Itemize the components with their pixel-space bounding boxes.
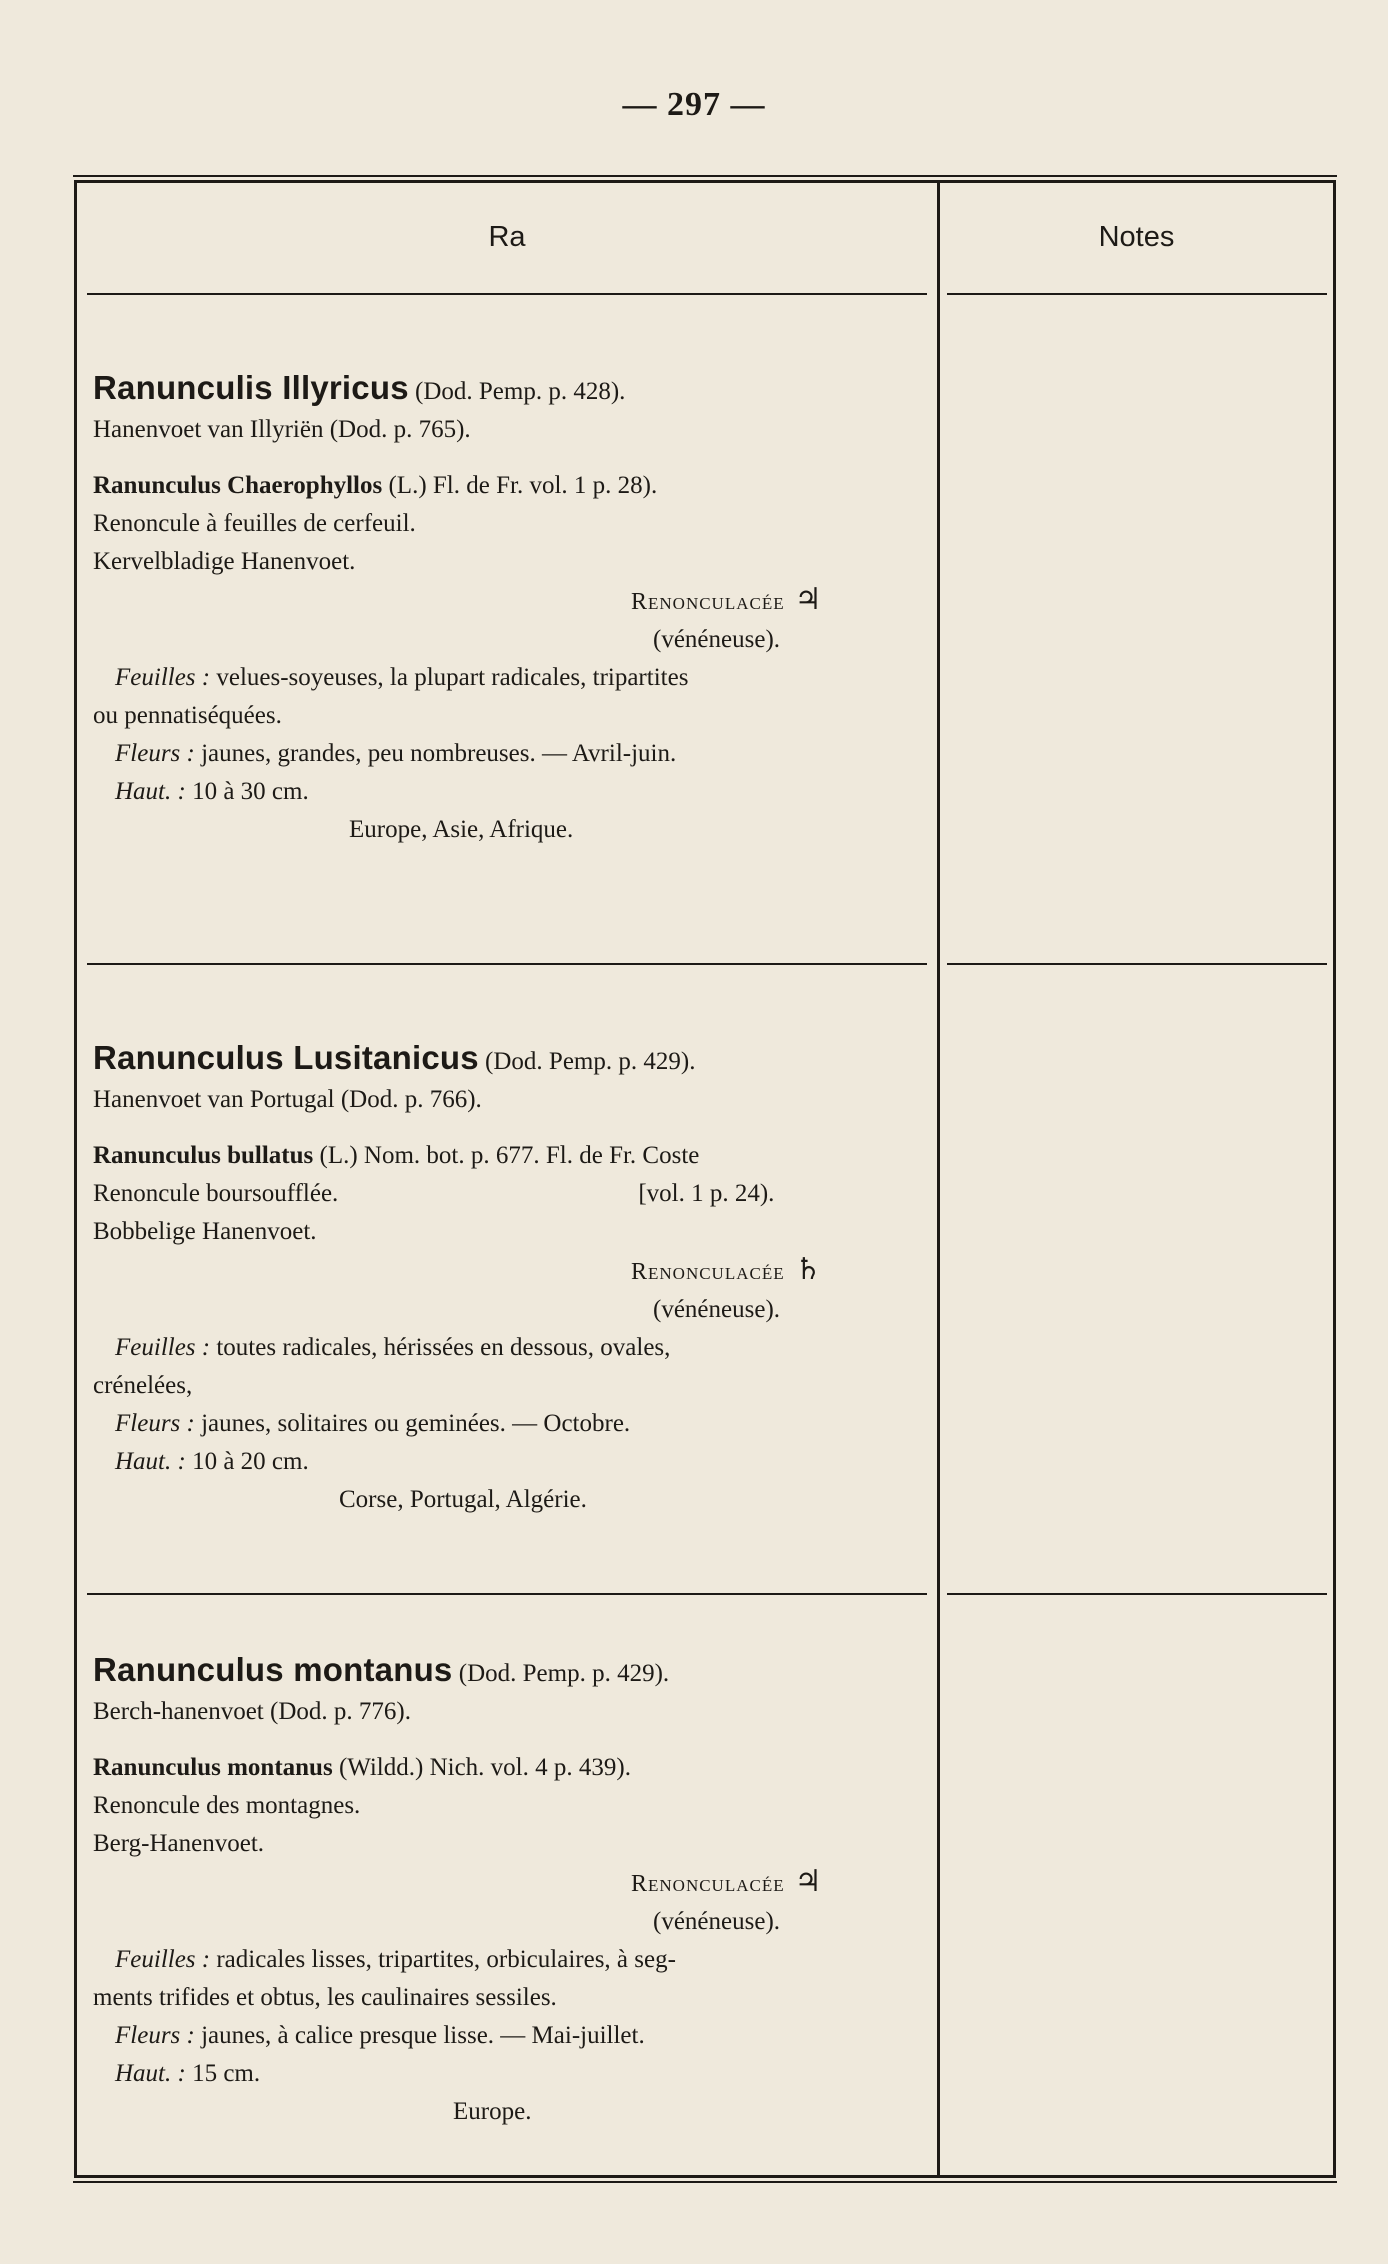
- perennial-symbol-icon: ♃: [794, 583, 823, 616]
- synonym-reference: (L.) Nom. bot. p. 677. Fl. de Fr. Coste: [319, 1142, 700, 1169]
- perennial-symbol-icon: ♃: [794, 1865, 823, 1898]
- plant-entry: [93, 1651, 923, 2131]
- distribution: Europe.: [453, 2098, 532, 2125]
- leaves-text-continued: ments trifides et obtus, les caulinaires sessiles.: [93, 1984, 557, 2011]
- leaves-text-continued: crénelées,: [93, 1372, 193, 1399]
- dutch-name: Berg-Hanenvoet.: [93, 1830, 265, 1857]
- leaves-text-continued: ou pennatiséquées.: [93, 702, 282, 729]
- dutch-reference: Hanenvoet van Portugal (Dod. p. 766).: [93, 1086, 482, 1113]
- notes-column-header: Notes: [1098, 221, 1175, 253]
- plant-name-reference: (Dod. Pemp. p. 428).: [415, 378, 626, 405]
- plant-name: Ranunculus Lusitanicus: [93, 1039, 479, 1076]
- plant-name: Ranunculis Illyricus: [93, 369, 409, 406]
- reference-continuation: [vol. 1 p. 24).: [638, 1180, 775, 1207]
- main-column-header: Ra: [488, 221, 526, 253]
- flowers-label: Fleurs :: [115, 2022, 195, 2049]
- leaves-text: velues-soyeuses, la plupart radicales, tripartites: [216, 664, 689, 691]
- flowers-label: Fleurs :: [115, 1410, 195, 1437]
- entry-rule: [87, 1593, 927, 1595]
- dutch-name: Kervelbladige Hanenvoet.: [93, 548, 356, 575]
- header-rule: [87, 293, 927, 295]
- dutch-reference: Hanenvoet van Illyriën (Dod. p. 765).: [93, 416, 471, 443]
- distribution: Corse, Portugal, Algérie.: [339, 1486, 587, 1513]
- height-text: 10 à 30 cm.: [192, 778, 309, 805]
- dutch-name: Bobbelige Hanenvoet.: [93, 1218, 317, 1245]
- french-name: Renoncule des montagnes.: [93, 1792, 361, 1819]
- flowers-text: jaunes, à calice presque lisse. — Mai-juillet.: [201, 2022, 645, 2049]
- entry-rule-notes: [947, 963, 1327, 965]
- synonym-reference: (L.) Fl. de Fr. vol. 1 p. 28).: [388, 472, 658, 499]
- entry-rule-notes: [947, 1593, 1327, 1595]
- plant-entry: [93, 1039, 923, 1519]
- flowers-text: jaunes, solitaires ou geminées. — Octobre.: [201, 1410, 631, 1437]
- toxicity-note: (vénéneuse).: [653, 1908, 781, 1935]
- plant-name-reference: (Dod. Pemp. p. 429).: [485, 1048, 696, 1075]
- family-name: Renonculacée: [631, 589, 785, 615]
- plant-name-reference: (Dod. Pemp. p. 429).: [458, 1660, 670, 1687]
- synonym-name: Ranunculus bullatus: [93, 1142, 314, 1169]
- plant-name: Ranunculus montanus: [93, 1651, 453, 1688]
- synonym-name: Ranunculus montanus: [93, 1754, 333, 1781]
- height-label: Haut. :: [115, 778, 186, 805]
- distribution: Europe, Asie, Afrique.: [349, 816, 574, 843]
- synonym-reference: (Wildd.) Nich. vol. 4 p. 439).: [338, 1754, 631, 1781]
- woody-symbol-icon: ♄: [794, 1253, 823, 1286]
- table-frame: [74, 180, 1336, 2178]
- flowers-text: jaunes, grandes, peu nombreuses. — Avril-juin.: [201, 740, 677, 767]
- leaves-text: radicales lisses, tripartites, orbiculaires, à seg-: [216, 1946, 676, 1973]
- height-text: 10 à 20 cm.: [192, 1448, 309, 1475]
- entry-rule: [87, 963, 927, 965]
- french-name: Renoncule boursoufflée.: [93, 1180, 339, 1207]
- leaves-label: Feuilles :: [115, 664, 211, 691]
- page-number: — 297 —: [622, 86, 766, 123]
- leaves-label: Feuilles :: [115, 1946, 211, 1973]
- header-rule-notes: [947, 293, 1327, 295]
- synonym-name: Ranunculus Chaerophyllos: [93, 472, 383, 499]
- french-name: Renoncule à feuilles de cerfeuil.: [93, 510, 416, 537]
- leaves-text: toutes radicales, hérissées en dessous, ovales,: [216, 1334, 671, 1361]
- toxicity-note: (vénéneuse).: [653, 626, 781, 653]
- dutch-reference: Berch-hanenvoet (Dod. p. 776).: [93, 1698, 411, 1725]
- leaves-label: Feuilles :: [115, 1334, 211, 1361]
- height-label: Haut. :: [115, 2060, 186, 2087]
- height-label: Haut. :: [115, 1448, 186, 1475]
- height-text: 15 cm.: [192, 2060, 261, 2087]
- flowers-label: Fleurs :: [115, 740, 195, 767]
- toxicity-note: (vénéneuse).: [653, 1296, 781, 1323]
- family-name: Renonculacée: [631, 1871, 785, 1897]
- plant-entry: [93, 369, 923, 849]
- family-name: Renonculacée: [631, 1259, 785, 1285]
- column-divider: [937, 183, 940, 2175]
